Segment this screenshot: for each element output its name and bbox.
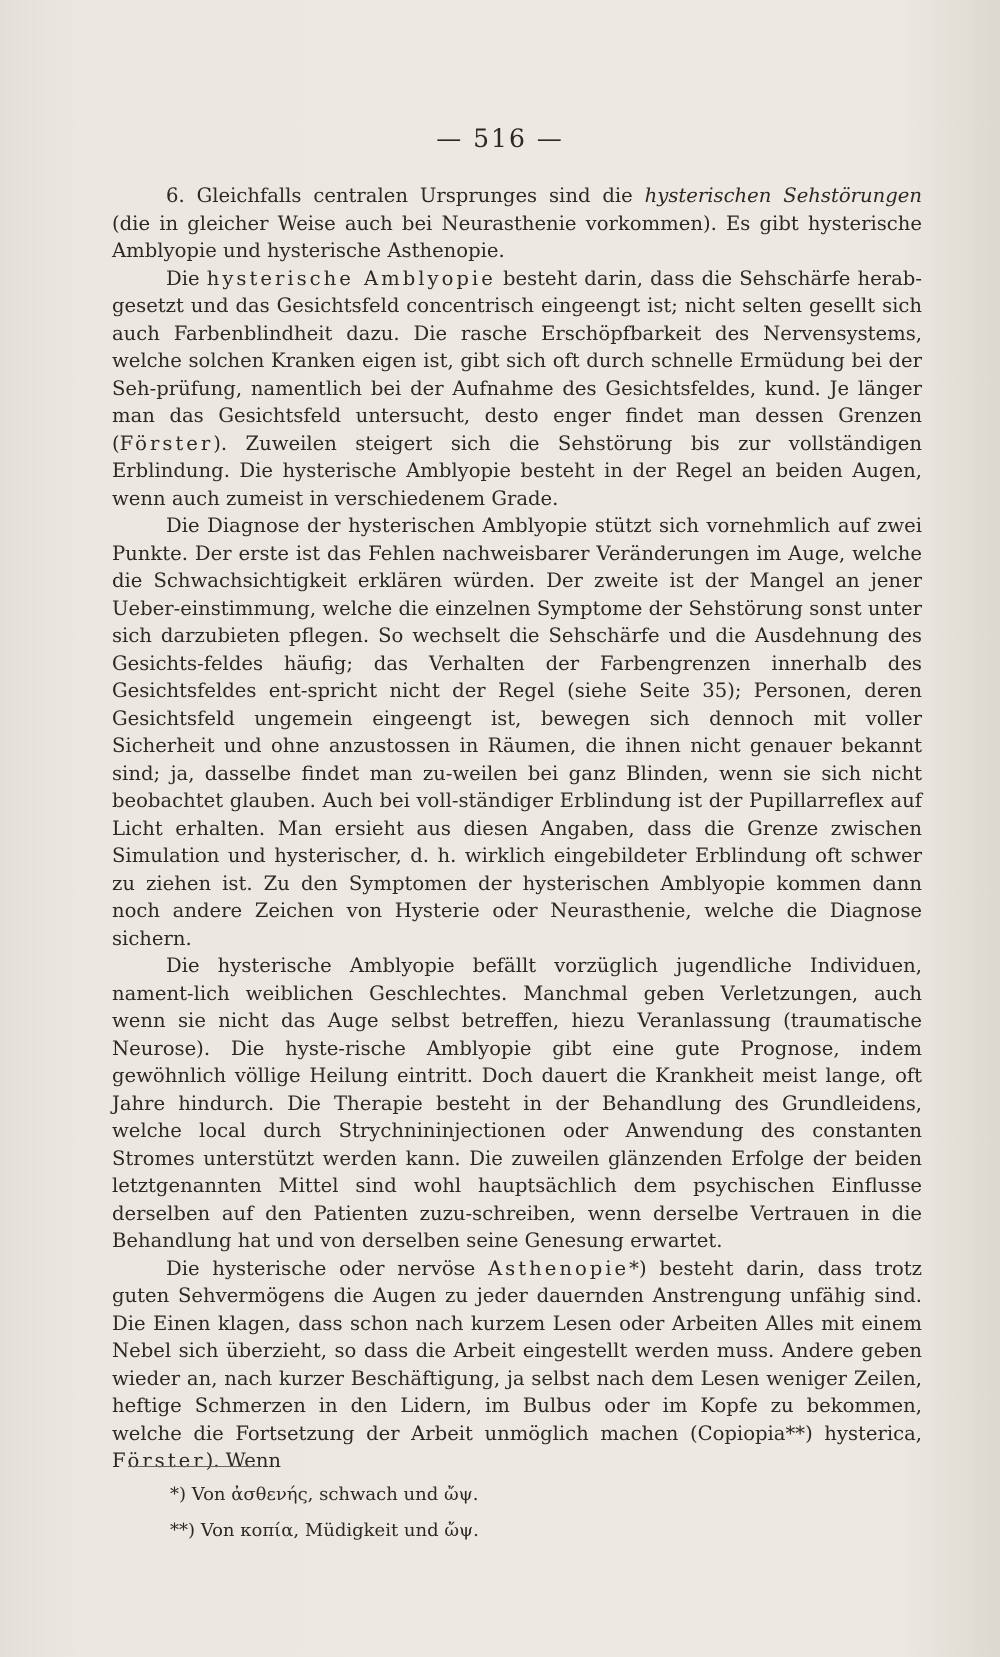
footnote-2: **) Von κοπία, Müdigkeit und ὤψ. [170, 1520, 479, 1541]
emphasis-asthenopie: Asthenopie [488, 1256, 630, 1280]
text-span: Die [166, 266, 207, 290]
text-span: ). Zuweilen steigert sich die Sehstörung bis zur vollständigen Erblindung. Die hysterische Amblyopie besteht in der Regel an beiden Augen, wenn auch zumeist in verschiedenem Grade. [112, 431, 922, 510]
author-name-foerster: Förster [119, 431, 214, 455]
text-span: *) besteht darin, dass trotz guten Sehvermögens die Augen zu jeder dauernden Anstrengung unfähig sind. Die Einen klagen, dass schon nach kurzem Lesen oder Arbeiten Alles mit einem Nebel sich überzieht, so dass die Arbeit eingestellt werden muss. Andere geben wieder an, nach kurzer Beschäftigung, ja selbst nach dem Lesen weniger Zeilen, heftige Schmerzen in den Lidern, im Bulbus oder im Kopfe zu bekommen, welche die Fortsetzung der Arbeit unmöglich machen (Copiopia**) hysterica, [112, 1256, 922, 1445]
text-span: 6. Gleichfalls centralen Ursprunges sind die [166, 184, 645, 207]
text-span: Die hysterische oder nervöse [166, 1256, 489, 1280]
text-span: ). Wenn [205, 1449, 282, 1472]
text-span: (die in gleicher Weise auch bei Neurasthenie vorkommen). Es gibt hysterische Amblyopie und hysterische Asthenopie. [112, 211, 922, 262]
text-span: besteht darin, dass die Sehschärfe herab-gesetzt und das Gesichtsfeld concentrisch eingeengt ist; nicht selten gesellt sich auch Farbenblindheit dazu. Die rasche Erschöpfbarkeit des Nervensystems, welche solchen Kranken eigen ist, gibt sich oft durch schnelle Ermüdung bei der Seh-prüfung, namentlich bei der Aufnahme des Gesichtsfeldes, kund. Je länger man das Gesichtsfeld untersucht, desto enger findet man dessen Grenzen ( [112, 266, 922, 455]
footnote-divider [128, 1466, 260, 1467]
paragraph-5 [112, 1255, 922, 1475]
body-text [112, 182, 922, 1475]
paragraph-1 [112, 182, 922, 265]
emphasis-hysterische-amblyopie: hysterische Amblyopie [206, 266, 496, 290]
author-name-foerster: Förster [112, 1449, 206, 1472]
page-number: — 516 — [436, 124, 564, 153]
emphasis-hysterische-sehstoerungen: hysterischen Sehstörungen [644, 184, 922, 207]
paragraph-3: Die Diagnose der hysterischen Amblyopie stützt sich vornehmlich auf zwei Punkte. Der erste ist das Fehlen nachweisbarer Veränderungen im Auge, welche die Schwachsichtigkeit erklären würden. Der zweite ist der Mangel an jener Ueber-einstimmung, welche die einzelnen Symptome der Sehstörung sonst unter sich darzubieten pflegen. So wechselt die Sehschärfe und die Ausdehnung des Gesichts-feldes häufig; das Verhalten der Farbengrenzen innerhalb des Gesichtsfeldes ent-spricht nicht der Regel (siehe Seite 35); Personen, deren Gesichtsfeld ungemein eingeengt ist, bewegen sich dennoch mit voller Sicherheit und ohne anzustossen in Räumen, die ihnen nicht genauer bekannt sind; ja, dasselbe findet man zu-weilen bei ganz Blinden, wenn sie sich nicht beobachtet glauben. Auch bei voll-ständiger Erblindung ist der Pupillarreflex auf Licht erhalten. Man ersieht aus diesen Angaben, dass die Grenze zwischen Simulation und hysterischer, d. h. wirklich eingebildeter Erblindung oft schwer zu ziehen ist. Zu den Symptomen der hysterischen Amblyopie kommen dann noch andere Zeichen von Hysterie oder Neurasthenie, welche die Diagnose sichern. [112, 514, 922, 950]
paragraph-4: Die hysterische Amblyopie befällt vorzüglich jugendliche Individuen, nament-lich weiblichen Geschlechtes. Manchmal geben Verletzungen, auch wenn sie nicht das Auge selbst betreffen, hiezu Veranlassung (traumatische Neurose). Die hyste-rische Amblyopie gibt eine gute Prognose, indem gewöhnlich völlige Heilung eintritt. Doch dauert die Krankheit meist lange, oft Jahre hindurch. Die Therapie besteht in der Behandlung des Grundleidens, welche local durch Strychnininjectionen oder Anwendung des constanten Stromes unterstützt werden kann. Die zuweilen glänzenden Erfolge der beiden letztgenannten Mittel sind wohl hauptsächlich dem psychischen Einflusse derselben auf den Patienten zuzu-schreiben, wenn derselbe Vertrauen in die Behandlung hat und von derselben seine Genesung erwartet. [112, 954, 922, 1252]
footnote-1: *) Von ἀσθενής, schwach und ὤψ. [170, 1484, 479, 1505]
footnotes [170, 1477, 479, 1549]
paragraph-2 [112, 265, 922, 513]
